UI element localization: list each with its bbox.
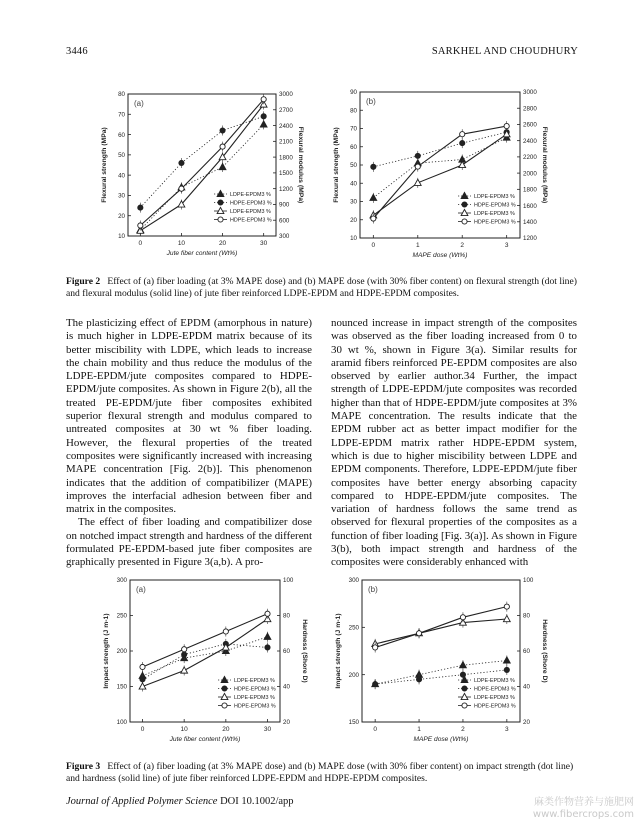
y-right-tick-label: 2400 [523,137,537,145]
figure-2-label: Figure 2 [66,276,101,287]
x-tick-label: 10 [180,726,188,733]
y-tick-label: 70 [118,111,125,119]
legend-label: LDPE-EPDM3 % [230,192,271,198]
x-tick-label: 30 [263,726,272,733]
x-tick-label: 1 [417,726,421,733]
y-tick-label: 250 [348,624,359,632]
y-right-tick-label: 2000 [523,170,537,178]
data-point-marker [373,645,378,650]
y-right-tick-label: 900 [279,201,290,209]
data-point-marker [461,209,468,215]
data-point-marker [220,144,225,149]
data-point-marker [179,160,184,165]
data-point-marker [182,647,187,652]
x-tick-label: 20 [222,726,230,733]
data-point-marker [460,141,465,146]
series-line [375,607,507,648]
y-right-tick-label: 1500 [279,170,293,178]
body-paragraph: The effect of fiber loading and compatibilizer dose on notched impact strength and hardness of the different formulated PE-EPDM-based jute fiber composites are graphically presented in Figure 3(a,b). A pro- [66,516,312,569]
data-point-marker [221,676,228,682]
legend-label: HDPE-EPDM3 % [230,217,272,224]
figure-3a-chart [100,572,326,758]
watermark-line-2: www.fibercrops.com [532,809,634,820]
data-point-marker [265,645,270,650]
y-right-tick-label: 1800 [523,186,537,194]
data-point-marker [218,217,223,222]
data-point-marker [140,664,145,669]
body-paragraph: The plasticizing effect of EPDM (amorphous in nature) is much higher in LDPE-EPDM matrix because of its better miscibility with LDPE, which leads to increase the chain mobility and thus reduce the modulus of the LDPE-EPDM/jute composites compared to HDPE-EPDM/jute composites. As shown in Figure 2(b), all the treated PE-EPDM/jute fiber composites exhibited superior flexural strength and modulus compared to untreated composites at 30 wt % fiber loading. However, the flexural properties of the treated composites were significantly increased with increasing MAPE concentration [Fig. 2(b)]. This phenomenon indicates that the addition of compatibilizer (MAPE) improves the interfacial adhesion between fiber and matrix in the composites. [66,317,312,516]
data-point-marker [460,615,465,620]
figure-2a-chart [100,84,328,274]
legend-label: LDPE-EPDM3 % [234,695,275,701]
data-point-marker [220,128,225,133]
x-tick-label: 2 [461,726,465,733]
x-axis-label: Jute fiber content (Wt%) [169,736,241,743]
running-title: SARKHEL AND CHOUDHURY [431,46,578,57]
series-line [140,99,263,225]
watermark [533,797,634,821]
y-right-tick-label: 60 [283,648,290,656]
y-right-tick-label: 40 [283,683,290,691]
x-tick-label: 1 [415,242,420,249]
series-line [373,132,506,167]
x-tick-label: 20 [218,240,227,247]
x-tick-label: 2 [460,242,465,249]
figure-3-caption [66,761,578,784]
legend-label: LDPE-EPDM3 % [474,211,515,217]
data-point-marker [261,114,266,119]
data-point-marker [462,703,467,708]
data-point-marker [218,200,223,205]
y-right-tick-label: 1600 [523,202,537,210]
data-point-marker [140,677,145,682]
y-tick-label: 10 [350,235,357,243]
y-right-tick-label: 1400 [523,218,537,226]
y-tick-label: 90 [350,89,357,97]
data-point-marker [221,693,228,699]
y-right-tick-label: 60 [523,648,530,656]
y-right-tick-label: 1200 [523,235,537,243]
panel-label: (b) [368,585,378,594]
y-tick-label: 80 [118,91,125,99]
y-axis-label: Impact strength (J m-1) [103,613,110,689]
data-point-marker [260,121,267,127]
y-axis-label: Impact strength (J m-1) [335,613,342,689]
legend-label: HDPE-EPDM3 % [474,219,516,226]
x-axis-label: MAPE dose (Wt%) [412,252,468,259]
y-right-tick-label: 20 [283,719,290,727]
y-right-tick-label: 600 [279,217,290,225]
data-point-marker [222,686,227,691]
data-point-marker [504,604,509,609]
data-point-marker [371,164,376,169]
journal-name: Journal of Applied Polymer Science [66,796,218,807]
data-point-marker [460,662,467,668]
body-left-column [66,317,312,570]
y-axis-right-label: Flexural modulus (MPa) [541,126,548,204]
y-right-tick-label: 2400 [279,122,293,130]
y-right-tick-label: 300 [279,233,290,241]
y-right-tick-label: 1200 [279,185,293,193]
data-point-marker [416,677,421,682]
legend-label: LDPE-EPDM3 % [234,678,275,684]
y-tick-label: 30 [118,192,125,200]
y-tick-label: 300 [348,577,359,585]
y-tick-label: 80 [350,107,357,115]
data-point-marker [462,686,467,691]
data-point-marker [460,132,465,137]
data-point-marker [219,163,226,169]
y-right-tick-label: 2700 [279,106,293,114]
y-axis-right-label: Hardness (Shore D) [541,619,548,683]
legend-label: LDPE-EPDM3 % [230,209,271,215]
y-tick-label: 70 [350,125,357,133]
figure-3b-chart [330,572,566,758]
data-point-marker [179,186,184,191]
data-point-marker [181,667,188,673]
x-tick-label: 3 [504,242,509,249]
data-point-marker [461,693,468,699]
data-point-marker [503,657,510,663]
legend-label: HDPE-EPDM3 % [230,200,272,207]
watermark-line-1: 麻类作物营养与施肥网 [534,797,634,808]
data-point-marker [462,219,467,224]
data-point-marker [223,629,228,634]
series-line [143,619,268,687]
legend-label: HDPE-EPDM3 % [474,703,516,710]
legend-label: LDPE-EPDM3 % [474,194,515,200]
y-tick-label: 200 [116,648,127,656]
y-tick-label: 250 [116,612,127,620]
series-line [373,138,506,198]
y-axis-right-label: Hardness (Shore D) [301,619,308,683]
y-tick-label: 20 [118,212,125,220]
data-point-marker [504,123,509,128]
y-tick-label: 300 [116,577,127,585]
figure-3-label: Figure 3 [66,761,101,772]
y-tick-label: 40 [118,172,125,180]
data-point-marker [415,164,420,169]
series-line [375,619,507,644]
data-point-marker [371,216,376,221]
y-tick-label: 10 [118,233,125,241]
y-tick-label: 60 [118,131,125,139]
y-right-tick-label: 3000 [279,91,293,99]
x-tick-label: 0 [140,726,145,733]
body-right-column [331,317,577,570]
figure-2-caption [66,276,578,299]
y-tick-label: 60 [350,143,357,151]
y-axis-label: Flexural strength (MPa) [101,127,108,203]
y-right-tick-label: 100 [283,577,294,585]
y-tick-label: 200 [348,671,359,679]
legend-label: LDPE-EPDM3 % [474,678,515,684]
data-point-marker [264,633,271,639]
data-point-marker [462,202,467,207]
y-axis-label: Flexural strength (MPa) [333,127,340,203]
legend-label: HDPE-EPDM3 % [234,703,276,710]
series-line [143,644,268,680]
y-tick-label: 20 [350,216,357,224]
x-tick-label: 10 [177,240,186,247]
data-point-marker [217,190,224,196]
y-right-tick-label: 20 [523,719,530,727]
x-axis-label: MAPE dose (Wt%) [413,736,469,743]
y-right-tick-label: 1800 [279,154,293,162]
series-line [143,637,268,676]
x-axis-label: Jute fiber content (Wt%) [166,250,238,257]
y-tick-label: 150 [116,683,127,691]
data-point-marker [138,223,143,228]
legend-label: HDPE-EPDM3 % [474,202,516,209]
page-number: 3446 [66,46,88,57]
body-paragraph: nounced increase in impact strength of the composites was observed as the fiber loading increased from 0 to 30 wt %, shown in Figure 3(a). Similar results for aramid fibers reinforced PE-EPDM composites are also observed by earlier author.34 Further, the impact strength of LDPE-EPDM/jute composites was recorded higher than that of HDPE-EPDM/jute composites at 3% MAPE concentration. The results indicate that the EPDM rubber act as better impact modifier for the LDPE-EPDM matrix rather HDPE-EPDM system, which is due to higher miscibility between LDPE and EPDM components. Therefore, LDPE-EPDM/jute fiber composites have better energy absorbing capacity compared to HDPE-EPDM/jute composites. The variation of hardness follows the same trend as observed for flexural properties of the composites as a function of fiber loading [Fig. 3(a)]. As shown in Figure 3(b), both impact strength and hardness of the composites were considerably enhanced with [331,317,577,569]
y-tick-label: 50 [350,162,357,170]
figure-2-caption-text: Effect of (a) fiber loading (at 3% MAPE dose) and (b) MAPE dose (with 30% fiber content) on flexural strength (dot line) and flexural modulus (solid line) of jute fiber reinforced LDPE-EPDM and HDPE-EPDM composites. [66,276,577,299]
x-tick-label: 0 [371,242,376,249]
data-point-marker [217,207,224,213]
y-tick-label: 100 [116,719,127,727]
y-right-tick-label: 3000 [523,89,537,97]
data-point-marker [222,703,227,708]
y-tick-label: 30 [350,198,357,206]
x-tick-label: 30 [260,240,268,247]
y-axis-right-label: Flexural modulus (MPa) [297,126,304,204]
y-right-tick-label: 2100 [279,138,293,146]
figure-2b-chart [330,84,566,274]
x-tick-label: 3 [505,726,509,733]
data-point-marker [416,631,421,636]
panel-label: (b) [366,97,376,106]
y-right-tick-label: 80 [523,612,530,620]
data-point-marker [265,611,270,616]
legend-label: HDPE-EPDM3 % [474,686,516,693]
data-point-marker [261,97,266,102]
data-point-marker [503,615,510,621]
panel-label: (a) [134,99,144,108]
data-point-marker [373,682,378,687]
legend-label: LDPE-EPDM3 % [474,695,515,701]
x-tick-label: 0 [138,240,143,247]
data-point-marker [461,192,468,198]
data-point-marker [504,667,509,672]
journal-doi: DOI 10.1002/app [220,796,294,807]
y-right-tick-label: 100 [523,577,534,585]
data-point-marker [415,153,420,158]
y-tick-label: 50 [118,152,125,160]
data-point-marker [370,194,377,200]
x-tick-label: 0 [373,726,377,733]
y-tick-label: 40 [350,180,357,188]
panel-label: (a) [136,585,146,594]
legend-label: HDPE-EPDM3 % [234,686,276,693]
figure-3-caption-text: Effect of (a) fiber loading (at 3% MAPE dose) and (b) MAPE dose (with 30% fiber content) on impact strength (dot line) and hardness (solid line) of jute fiber reinforced LDPE-EPDM and HDPE-EPDM composites. [66,761,574,784]
y-right-tick-label: 2600 [523,121,537,129]
y-right-tick-label: 2800 [523,105,537,113]
y-right-tick-label: 2200 [523,154,537,162]
y-right-tick-label: 80 [283,612,290,620]
data-point-marker [138,205,143,210]
y-tick-label: 150 [348,719,359,727]
y-right-tick-label: 40 [523,683,530,691]
journal-footer [66,796,294,807]
